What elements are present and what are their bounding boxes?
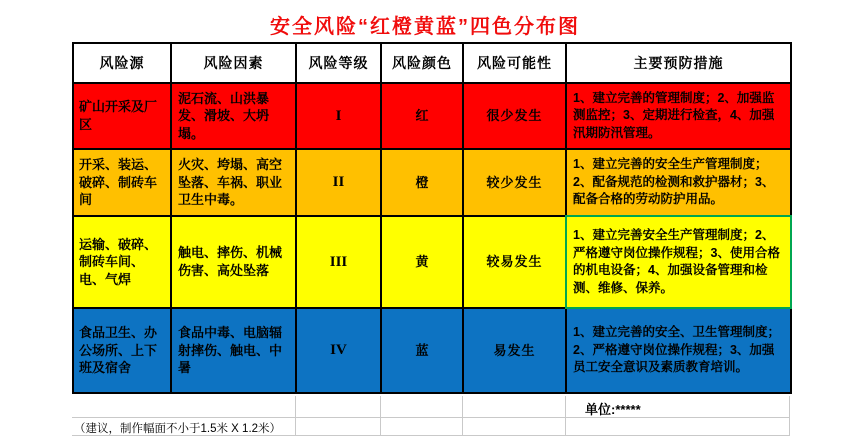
cell-grade[interactable]: I [296,83,381,149]
table-row-yellow [73,216,791,308]
cell-grade[interactable]: II [296,149,381,216]
header-risk-source[interactable]: 风险源 [73,43,171,83]
risk-table [72,42,792,394]
grid-line [462,396,463,436]
cell-factors[interactable]: 火灾、垮塌、高空坠落、车祸、职业卫生中毒。 [171,149,296,216]
cell-color[interactable]: 蓝 [381,308,463,393]
header-risk-grade[interactable]: 风险等级 [296,43,381,83]
header-row [73,43,791,83]
unit-label: 单位:***** [585,402,641,417]
page-title: 安全风险“红橙黄蓝”四色分布图 [270,16,580,38]
size-note: （建议，制作幅面不小于1.5米 X 1.2米） [74,423,282,435]
grid-line [380,396,381,436]
cell-measures[interactable]: 1、建立完善的管理制度；2、加强监测监控；3、定期进行检查，4、加强汛期防汛管理。 [566,83,791,149]
grid-line [72,435,790,436]
grid-line [789,396,790,436]
header-prevention[interactable]: 主要预防措施 [566,43,791,83]
cell-likelihood[interactable]: 较易发生 [463,216,566,308]
grid-line [565,396,566,436]
header-risk-factors[interactable]: 风险因素 [171,43,296,83]
header-risk-color[interactable]: 风险颜色 [381,43,463,83]
cell-factors[interactable]: 食品中毒、电脑辐射摔伤、触电、中暑 [171,308,296,393]
grid-line [295,396,296,436]
table-row-orange [73,149,791,216]
header-risk-likelihood[interactable]: 风险可能性 [463,43,566,83]
table-row-red [73,83,791,149]
cell-source[interactable]: 运输、破碎、制砖车间、电、气焊 [73,216,171,308]
cell-color[interactable]: 红 [381,83,463,149]
cell-measures[interactable]: 1、建立完善的安全生产管理制度；2、配备规范的检测和救护器材；3、配备合格的劳动防护用品。 [566,149,791,216]
cell-source[interactable]: 食品卫生、办公场所、上下班及宿舍 [73,308,171,393]
cell-source[interactable]: 矿山开采及厂区 [73,83,171,149]
cell-likelihood[interactable]: 较少发生 [463,149,566,216]
cell-measures[interactable]: 1、建立完善的安全、卫生管理制度；2、严格遵守岗位操作规程；3、加强员工安全意识及素质教育培训。 [566,308,791,393]
cell-factors[interactable]: 触电、摔伤、机械伤害、高处坠落 [171,216,296,308]
cell-grade[interactable]: III [296,216,381,308]
cell-color[interactable]: 橙 [381,149,463,216]
cell-source[interactable]: 开采、装运、破碎、制砖车间 [73,149,171,216]
cell-factors[interactable]: 泥石流、山洪暴发、滑坡、大坍塌。 [171,83,296,149]
cell-likelihood[interactable]: 易发生 [463,308,566,393]
grid-line [72,417,790,418]
cell-color[interactable]: 黄 [381,216,463,308]
cell-measures-selected[interactable]: 1、建立完善安全生产管理制度；2、严格遵守岗位操作规程；3、使用合格的机电设备；4、加强设备管理和检测、维修、保养。 [566,216,791,308]
cell-grade[interactable]: IV [296,308,381,393]
cell-likelihood[interactable]: 很少发生 [463,83,566,149]
table-row-blue [73,308,791,393]
